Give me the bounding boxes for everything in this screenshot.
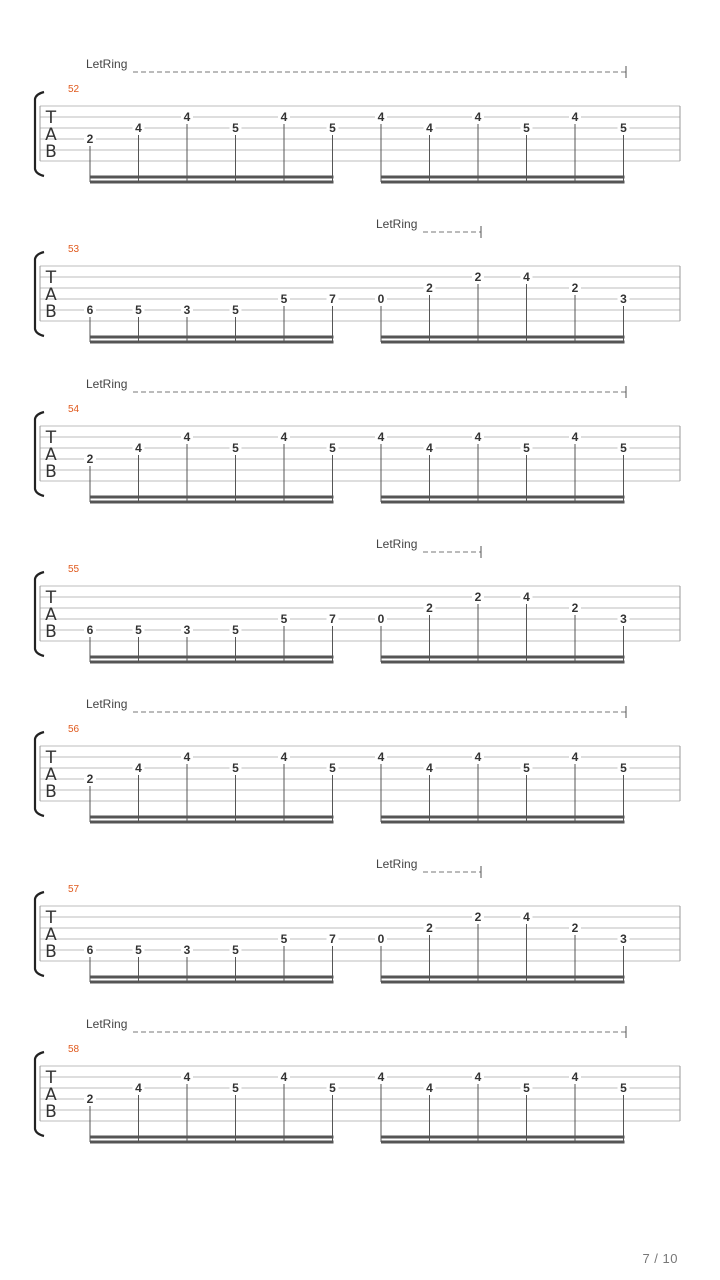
beam: [90, 981, 334, 984]
fret-number: 3: [183, 943, 191, 957]
fret-number: 5: [329, 761, 336, 775]
fret-number: 4: [474, 430, 482, 444]
measure-number: 52: [68, 84, 80, 95]
fret-number: 4: [523, 270, 530, 284]
beam: [381, 976, 625, 979]
fret-number: 5: [232, 1081, 239, 1095]
tab-clef-letter: B: [45, 622, 57, 642]
fret-number: 5: [523, 121, 530, 135]
fret-number: 4: [377, 1070, 385, 1084]
fret-number: 4: [280, 750, 288, 764]
beam: [90, 821, 334, 824]
beam: [90, 1136, 334, 1139]
letring-label: LetRing: [86, 377, 128, 391]
beam: [90, 976, 334, 979]
beam: [90, 336, 334, 339]
fret-number: 7: [329, 932, 336, 946]
fret-number: 5: [280, 292, 288, 306]
fret-number: 5: [523, 761, 530, 775]
fret-number: 3: [620, 612, 627, 626]
fret-number: 0: [377, 932, 385, 946]
tab-clef-letter: A: [45, 1085, 57, 1105]
fret-number: 5: [280, 612, 288, 626]
tab-clef-letter: T: [45, 268, 57, 288]
fret-number: 4: [571, 430, 579, 444]
beam: [90, 661, 334, 664]
fret-number: 5: [280, 932, 288, 946]
fret-number: 4: [474, 1070, 482, 1084]
beam: [90, 176, 334, 179]
fret-number: 4: [377, 110, 385, 124]
letring-label: LetRing: [86, 1017, 128, 1031]
fret-number: 4: [426, 441, 433, 455]
tab-staff-svg: [0, 855, 720, 1005]
tab-system: [0, 535, 720, 685]
fret-number: 4: [571, 1070, 579, 1084]
measure-number: 53: [68, 244, 80, 255]
fret-number: 5: [232, 623, 239, 637]
letring-label: LetRing: [376, 217, 418, 231]
tab-clef-letter: T: [45, 428, 57, 448]
fret-number: 2: [86, 452, 94, 466]
beam: [381, 176, 625, 179]
fret-number: 4: [183, 1070, 191, 1084]
fret-number: 4: [280, 1070, 288, 1084]
fret-number: 4: [280, 430, 288, 444]
fret-number: 4: [135, 441, 142, 455]
fret-number: 5: [135, 623, 142, 637]
fret-number: 2: [474, 910, 482, 924]
beam: [381, 656, 625, 659]
fret-number: 4: [523, 590, 530, 604]
fret-number: 7: [329, 612, 336, 626]
beam: [381, 816, 625, 819]
fret-number: 3: [183, 623, 191, 637]
measure-number: 54: [68, 404, 80, 415]
fret-number: 4: [183, 750, 191, 764]
tab-clef-letter: B: [45, 142, 57, 162]
fret-number: 5: [523, 441, 530, 455]
fret-number: 5: [329, 121, 336, 135]
fret-number: 4: [571, 110, 579, 124]
fret-number: 5: [232, 943, 239, 957]
fret-number: 0: [377, 292, 385, 306]
fret-number: 5: [329, 1081, 336, 1095]
fret-number: 5: [135, 943, 142, 957]
tab-staff-svg: [0, 535, 720, 685]
beam: [90, 501, 334, 504]
fret-number: 3: [620, 932, 627, 946]
fret-number: 2: [86, 772, 94, 786]
fret-number: 2: [571, 281, 579, 295]
beam: [381, 496, 625, 499]
tab-clef-letter: A: [45, 125, 57, 145]
fret-number: 4: [135, 1081, 142, 1095]
tab-system: [0, 695, 720, 845]
tab-clef-letter: T: [45, 1068, 57, 1088]
letring-label: LetRing: [376, 537, 418, 551]
tab-clef-letter: T: [45, 748, 57, 768]
fret-number: 4: [377, 750, 385, 764]
tab-system: [0, 855, 720, 1005]
beam: [381, 1141, 625, 1144]
fret-number: 2: [426, 281, 433, 295]
fret-number: 4: [523, 910, 530, 924]
letring-label: LetRing: [86, 57, 128, 71]
fret-number: 5: [620, 761, 627, 775]
fret-number: 5: [232, 121, 239, 135]
tab-clef-letter: A: [45, 925, 57, 945]
beam: [381, 661, 625, 664]
beam: [381, 181, 625, 184]
fret-number: 4: [474, 110, 482, 124]
fret-number: 4: [183, 110, 191, 124]
fret-number: 5: [232, 761, 239, 775]
beam: [381, 1136, 625, 1139]
fret-number: 2: [86, 132, 94, 146]
tab-staff-svg: [0, 695, 720, 845]
tab-clef-letter: A: [45, 445, 57, 465]
fret-number: 5: [620, 1081, 627, 1095]
fret-number: 4: [571, 750, 579, 764]
beam: [90, 496, 334, 499]
measure-number: 57: [68, 884, 80, 895]
fret-number: 4: [183, 430, 191, 444]
fret-number: 7: [329, 292, 336, 306]
fret-number: 4: [135, 121, 142, 135]
beam: [381, 501, 625, 504]
tab-system: [0, 55, 720, 205]
tab-system: [0, 375, 720, 525]
letring-label: LetRing: [86, 697, 128, 711]
measure-number: 56: [68, 724, 80, 735]
measure-number: 55: [68, 564, 80, 575]
fret-number: 4: [377, 430, 385, 444]
measure-number: 58: [68, 1044, 80, 1055]
page-number: 7 / 10: [642, 1251, 678, 1266]
beam: [381, 821, 625, 824]
fret-number: 5: [329, 441, 336, 455]
tab-clef-letter: B: [45, 302, 57, 322]
tab-clef-letter: B: [45, 942, 57, 962]
fret-number: 3: [620, 292, 627, 306]
fret-number: 6: [86, 303, 94, 317]
fret-number: 5: [620, 441, 627, 455]
fret-number: 5: [523, 1081, 530, 1095]
fret-number: 4: [280, 110, 288, 124]
letring-label: LetRing: [376, 857, 418, 871]
fret-number: 3: [183, 303, 191, 317]
tab-clef-letter: T: [45, 908, 57, 928]
tab-staff-svg: [0, 215, 720, 365]
fret-number: 2: [426, 921, 433, 935]
beam: [90, 341, 334, 344]
fret-number: 5: [232, 441, 239, 455]
tab-clef-letter: A: [45, 285, 57, 305]
fret-number: 4: [426, 761, 433, 775]
tab-staff-svg: [0, 375, 720, 525]
tab-staff-svg: [0, 55, 720, 205]
fret-number: 6: [86, 943, 94, 957]
fret-number: 5: [232, 303, 239, 317]
fret-number: 2: [474, 590, 482, 604]
beam: [90, 816, 334, 819]
beam: [381, 981, 625, 984]
fret-number: 2: [474, 270, 482, 284]
fret-number: 4: [426, 1081, 433, 1095]
fret-number: 4: [474, 750, 482, 764]
fret-number: 5: [620, 121, 627, 135]
fret-number: 2: [571, 601, 579, 615]
beam: [90, 656, 334, 659]
beam: [90, 181, 334, 184]
beam: [90, 1141, 334, 1144]
fret-number: 2: [571, 921, 579, 935]
tab-staff-svg: [0, 1015, 720, 1165]
tab-clef-letter: B: [45, 1102, 57, 1122]
tab-clef-letter: B: [45, 782, 57, 802]
tab-clef-letter: B: [45, 462, 57, 482]
fret-number: 6: [86, 623, 94, 637]
tab-clef-letter: A: [45, 765, 57, 785]
fret-number: 4: [135, 761, 142, 775]
tab-clef-letter: T: [45, 108, 57, 128]
tab-system: [0, 1015, 720, 1165]
beam: [381, 336, 625, 339]
fret-number: 4: [426, 121, 433, 135]
tab-clef-letter: A: [45, 605, 57, 625]
beam: [381, 341, 625, 344]
fret-number: 2: [426, 601, 433, 615]
fret-number: 0: [377, 612, 385, 626]
fret-number: 5: [135, 303, 142, 317]
tab-clef-letter: T: [45, 588, 57, 608]
tab-system: [0, 215, 720, 365]
fret-number: 2: [86, 1092, 94, 1106]
